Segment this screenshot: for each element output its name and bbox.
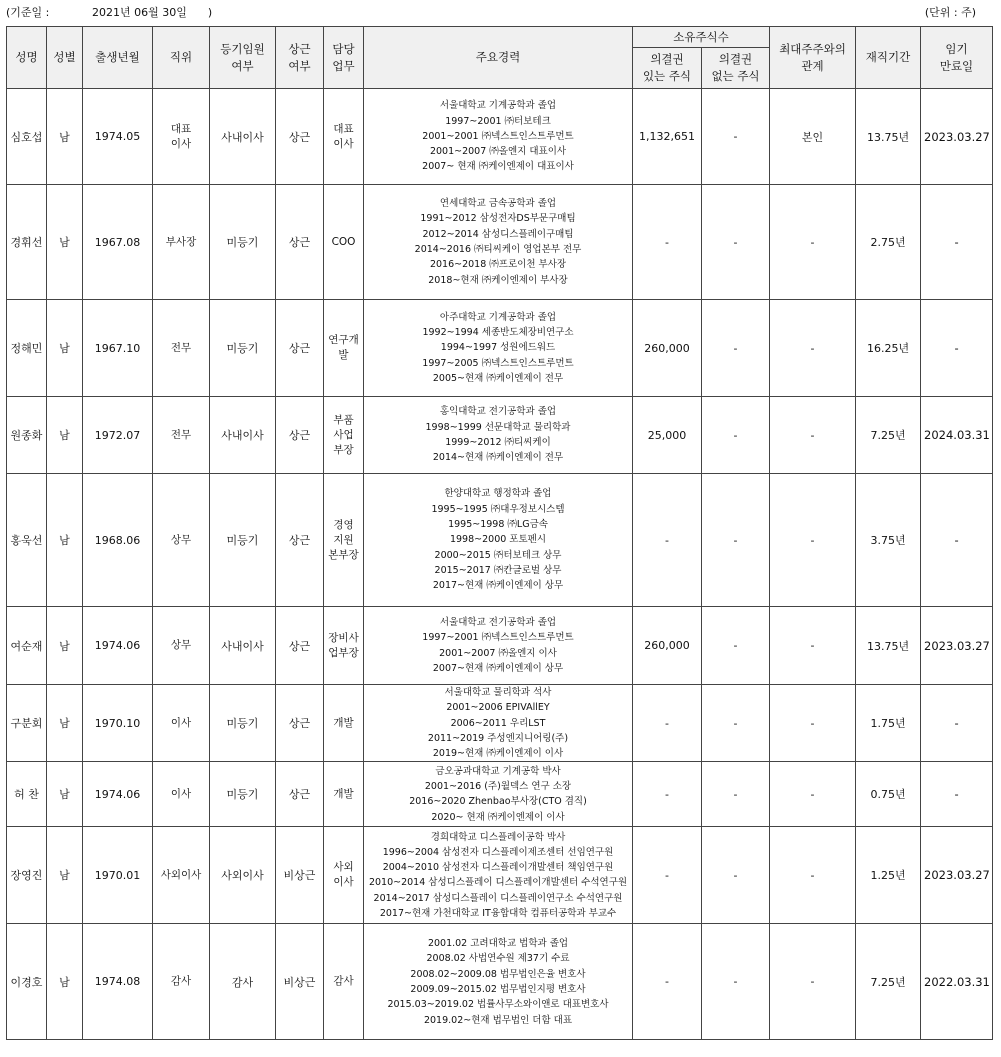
table-row — [7, 607, 993, 685]
career-line: 2001~2016 (주)월덱스 연구 소장 — [424, 781, 572, 793]
cell-registered: 사외이사 — [210, 827, 276, 924]
table-row — [7, 685, 993, 762]
cell-name: 이경호 — [7, 924, 47, 1040]
cell-birth: 1974.06 — [83, 762, 153, 827]
career-line: 2008.02~2009.08 법무법인은율 변호사 — [410, 968, 586, 980]
cell-birth: 1974.05 — [83, 89, 153, 185]
cell-gender: 남 — [47, 607, 83, 685]
career-line: 경희대학교 디스플레이공학 박사 — [430, 831, 566, 843]
career-line: 아주대학교 기계공학과 졸업 — [439, 311, 557, 323]
cell-birth: 1972.07 — [83, 397, 153, 474]
cell-nonvoting-shares: - — [702, 685, 770, 762]
basis-close: ) — [207, 6, 213, 19]
cell-gender: 남 — [47, 185, 83, 300]
cell-gender: 남 — [47, 762, 83, 827]
cell-gender: 남 — [47, 685, 83, 762]
cell-duty: 감사 — [324, 924, 364, 1040]
table-row — [7, 397, 993, 474]
cell-position: 전무 — [153, 300, 210, 397]
cell-term: - — [921, 300, 993, 397]
cell-position: 사외이사 — [153, 827, 210, 924]
cell-name: 홍욱선 — [7, 474, 47, 607]
career-line: 1995~1998 ㈜LG금속 — [448, 519, 548, 531]
col-shares-group: 소유주식수 — [633, 27, 770, 48]
cell-nonvoting-shares: - — [702, 762, 770, 827]
career-line: 2011~2019 주성엔지니어링(주) — [427, 732, 569, 744]
cell-duty: COO — [324, 185, 364, 300]
cell-duty: 사외 이사 — [324, 827, 364, 924]
career-line: 서울대학교 전기공학과 졸업 — [439, 616, 557, 628]
cell-name: 경휘선 — [7, 185, 47, 300]
basis-date: 2021년 06월 30일 — [92, 6, 187, 19]
cell-relation: - — [770, 474, 856, 607]
cell-relation: - — [770, 397, 856, 474]
col-position: 직위 — [153, 27, 210, 89]
career-line: 2005~현재 ㈜케이엔제이 전무 — [432, 372, 564, 384]
cell-position: 감사 — [153, 924, 210, 1040]
cell-duty: 개발 — [324, 685, 364, 762]
cell-position: 이사 — [153, 762, 210, 827]
cell-relation: - — [770, 924, 856, 1040]
career-line: 1997~2001 ㈜넥스트인스트루먼트 — [422, 632, 574, 644]
cell-fulltime: 상근 — [276, 762, 324, 827]
cell-voting-shares: - — [633, 474, 702, 607]
career-line: 2012~2014 삼성디스플레이구매팀 — [422, 228, 574, 240]
cell-gender: 남 — [47, 827, 83, 924]
career-line: 2001~2007 ㈜올엔지 대표이사 — [429, 146, 567, 158]
cell-name: 심호섭 — [7, 89, 47, 185]
table-row — [7, 185, 993, 300]
career-line: 2008.02 사법연수원 제37기 수료 — [426, 953, 570, 965]
table-row — [7, 827, 993, 924]
cell-nonvoting-shares: - — [702, 185, 770, 300]
cell-relation: - — [770, 607, 856, 685]
career-line: 2001~2006 EPIVAllEY — [446, 702, 550, 714]
career-line: 서울대학교 기계공학과 졸업 — [439, 100, 557, 112]
cell-position: 이사 — [153, 685, 210, 762]
cell-nonvoting-shares: - — [702, 397, 770, 474]
cell-fulltime: 상근 — [276, 300, 324, 397]
cell-birth: 1967.10 — [83, 300, 153, 397]
career-line: 2016~2020 Zhenbao부사장(CTO 겸직) — [409, 796, 587, 808]
cell-relation: - — [770, 685, 856, 762]
table-header — [7, 27, 993, 89]
col-registered: 등기임원 여부 — [210, 27, 276, 89]
career-line: 2004~2010 삼성전자 디스플레이개발센터 책임연구원 — [382, 862, 614, 874]
cell-voting-shares: - — [633, 762, 702, 827]
cell-relation: - — [770, 185, 856, 300]
career-line: 1997~2005 ㈜넥스트인스트루먼트 — [422, 357, 574, 369]
cell-name: 정해민 — [7, 300, 47, 397]
table-row — [7, 89, 993, 185]
career-line: 1997~2001 ㈜터보테크 — [445, 115, 551, 127]
executives-table — [6, 26, 993, 1040]
col-birth: 출생년월 — [83, 27, 153, 89]
cell-gender: 남 — [47, 924, 83, 1040]
cell-registered: 사내이사 — [210, 397, 276, 474]
cell-term: - — [921, 474, 993, 607]
career-line: 홍익대학교 전기공학과 졸업 — [439, 406, 557, 418]
cell-tenure: 13.75년 — [856, 89, 921, 185]
cell-fulltime: 상근 — [276, 397, 324, 474]
cell-registered: 감사 — [210, 924, 276, 1040]
cell-term: 2023.03.27 — [921, 607, 993, 685]
cell-career — [364, 89, 633, 185]
career-line: 1998~2000 포토펜시 — [449, 534, 547, 546]
cell-fulltime: 상근 — [276, 685, 324, 762]
cell-registered: 사내이사 — [210, 607, 276, 685]
cell-fulltime: 비상근 — [276, 827, 324, 924]
cell-voting-shares: 1,132,651 — [633, 89, 702, 185]
cell-nonvoting-shares: - — [702, 827, 770, 924]
cell-tenure: 16.25년 — [856, 300, 921, 397]
table-row — [7, 474, 993, 607]
career-line: 2017~현재 가천대학교 IT융합대학 컴퓨터공학과 부교수 — [379, 908, 617, 920]
cell-position: 부사장 — [153, 185, 210, 300]
report-header — [6, 4, 976, 20]
cell-position: 상무 — [153, 607, 210, 685]
cell-name: 구분회 — [7, 685, 47, 762]
cell-nonvoting-shares: - — [702, 89, 770, 185]
cell-tenure: 7.25년 — [856, 397, 921, 474]
career-line: 2014~2016 ㈜티씨케이 영업본부 전무 — [414, 244, 582, 255]
career-line: 2007~현재 ㈜케이엔제이 상무 — [432, 662, 564, 674]
cell-fulltime: 상근 — [276, 185, 324, 300]
cell-fulltime: 상근 — [276, 474, 324, 607]
cell-term: 2022.03.31 — [921, 924, 993, 1040]
cell-tenure: 13.75년 — [856, 607, 921, 685]
cell-nonvoting-shares: - — [702, 300, 770, 397]
cell-gender: 남 — [47, 89, 83, 185]
cell-name: 여순재 — [7, 607, 47, 685]
col-nonvoting: 의결권 없는 주식 — [702, 48, 770, 89]
col-name: 성명 — [7, 27, 47, 89]
cell-duty: 대표 이사 — [324, 89, 364, 185]
career-line: 2010~2014 삼성디스플레이 디스플레이개발센터 수석연구원 — [368, 877, 628, 889]
cell-career — [364, 397, 633, 474]
cell-voting-shares: - — [633, 685, 702, 762]
cell-registered: 미등기 — [210, 474, 276, 607]
cell-registered: 미등기 — [210, 300, 276, 397]
career-line: 2018~현재 ㈜케이엔제이 부사장 — [428, 274, 568, 286]
unit-label: (단위 : 주) — [924, 6, 976, 19]
cell-career — [364, 762, 633, 827]
cell-duty: 연구개 발 — [324, 300, 364, 397]
career-line: 2015.03~2019.02 법률사무소와이앤로 대표변호사 — [387, 999, 609, 1011]
career-line: 2006~2011 우리LST — [450, 717, 546, 729]
career-line: 한양대학교 행정학과 졸업 — [444, 488, 552, 500]
cell-position: 전무 — [153, 397, 210, 474]
career-line: 1992~1994 세종반도체장비연구소 — [422, 327, 574, 339]
cell-relation: - — [770, 827, 856, 924]
cell-tenure: 1.75년 — [856, 685, 921, 762]
cell-tenure: 7.25년 — [856, 924, 921, 1040]
table-row — [7, 762, 993, 827]
career-line: 2007~ 현재 ㈜케이엔제이 대표이사 — [422, 161, 574, 173]
cell-career — [364, 924, 633, 1040]
career-line: 1998~1999 선문대학교 물리학과 — [425, 421, 571, 433]
cell-gender: 남 — [47, 474, 83, 607]
cell-nonvoting-shares: - — [702, 607, 770, 685]
cell-career — [364, 300, 633, 397]
cell-nonvoting-shares: - — [702, 924, 770, 1040]
cell-voting-shares: - — [633, 924, 702, 1040]
cell-registered: 사내이사 — [210, 89, 276, 185]
cell-career — [364, 185, 633, 300]
cell-fulltime: 비상근 — [276, 924, 324, 1040]
cell-birth: 1970.10 — [83, 685, 153, 762]
cell-career — [364, 685, 633, 762]
career-line: 2014~현재 ㈜케이엔제이 전무 — [432, 452, 564, 464]
cell-registered: 미등기 — [210, 762, 276, 827]
cell-duty: 개발 — [324, 762, 364, 827]
cell-voting-shares: 25,000 — [633, 397, 702, 474]
career-line: 2009.09~2015.02 법무법인지평 변호사 — [410, 983, 586, 995]
career-line: 2019.02~현재 법무법인 더함 대표 — [423, 1014, 573, 1026]
cell-term: 2023.03.27 — [921, 827, 993, 924]
col-fulltime: 상근 여부 — [276, 27, 324, 89]
cell-tenure: 3.75년 — [856, 474, 921, 607]
table-body — [7, 89, 993, 1040]
cell-career — [364, 474, 633, 607]
career-line: 2016~2018 ㈜프로이천 부사장 — [429, 259, 567, 271]
cell-position: 상무 — [153, 474, 210, 607]
cell-birth: 1974.08 — [83, 924, 153, 1040]
cell-registered: 미등기 — [210, 685, 276, 762]
cell-term: 2024.03.31 — [921, 397, 993, 474]
col-gender: 성별 — [47, 27, 83, 89]
cell-tenure: 2.75년 — [856, 185, 921, 300]
career-line: 2001~2007 ㈜올엔지 이사 — [439, 647, 557, 659]
cell-career — [364, 607, 633, 685]
career-line: 2019~현재 ㈜케이엔제이 이사 — [432, 748, 564, 760]
cell-name: 장영진 — [7, 827, 47, 924]
cell-position: 대표 이사 — [153, 89, 210, 185]
cell-term: 2023.03.27 — [921, 89, 993, 185]
career-line: 1991~2012 삼성전자DS부문구매팀 — [420, 213, 576, 225]
cell-tenure: 1.25년 — [856, 827, 921, 924]
col-term: 임기 만료일 — [921, 27, 993, 89]
cell-voting-shares: 260,000 — [633, 300, 702, 397]
cell-voting-shares: - — [633, 185, 702, 300]
cell-gender: 남 — [47, 397, 83, 474]
cell-relation: - — [770, 762, 856, 827]
cell-voting-shares: - — [633, 827, 702, 924]
cell-duty: 장비사 업부장 — [324, 607, 364, 685]
col-tenure: 재직기간 — [856, 27, 921, 89]
col-career: 주요경력 — [364, 27, 633, 89]
career-line: 2014~2017 삼성디스플레이 디스플레이연구소 수석연구원 — [373, 892, 623, 904]
cell-duty: 경영 지원 본부장 — [324, 474, 364, 607]
cell-name: 허 찬 — [7, 762, 47, 827]
cell-birth: 1970.01 — [83, 827, 153, 924]
cell-voting-shares: 260,000 — [633, 607, 702, 685]
career-line: 2015~2017 ㈜칸글로벌 상무 — [434, 564, 562, 576]
cell-relation: - — [770, 300, 856, 397]
cell-term: - — [921, 685, 993, 762]
cell-birth: 1968.06 — [83, 474, 153, 607]
career-line: 서울대학교 물리학과 석사 — [444, 687, 552, 698]
cell-fulltime: 상근 — [276, 607, 324, 685]
cell-term: - — [921, 762, 993, 827]
career-line: 2000~2015 ㈜터보테크 상무 — [434, 549, 562, 561]
table-row — [7, 300, 993, 397]
career-line: 1994~1997 성원에드워드 — [440, 342, 556, 354]
career-line: 연세대학교 금속공학과 졸업 — [439, 198, 557, 210]
cell-fulltime: 상근 — [276, 89, 324, 185]
cell-registered: 미등기 — [210, 185, 276, 300]
col-voting: 의결권 있는 주식 — [633, 48, 702, 89]
cell-tenure: 0.75년 — [856, 762, 921, 827]
cell-duty: 부품 사업 부장 — [324, 397, 364, 474]
cell-nonvoting-shares: - — [702, 474, 770, 607]
basis-label: (기준일 : — [6, 6, 50, 19]
career-line: 2017~현재 ㈜케이엔제이 상무 — [432, 580, 564, 592]
basis-date-line — [6, 4, 212, 20]
career-line: 1996~2004 삼성전자 디스플레이제조센터 선임연구원 — [382, 846, 614, 858]
career-line: 1995~1995 ㈜대우정보시스템 — [431, 503, 565, 515]
col-duty: 담당 업무 — [324, 27, 364, 89]
career-line: 1999~2012 ㈜티씨케이 — [445, 437, 551, 448]
table-row — [7, 924, 993, 1040]
cell-birth: 1974.06 — [83, 607, 153, 685]
career-line: 2001.02 고려대학교 법학과 졸업 — [427, 938, 569, 950]
col-relation: 최대주주와의 관계 — [770, 27, 856, 89]
career-line: 금오공과대학교 기계공학 박사 — [435, 765, 561, 777]
cell-name: 원종화 — [7, 397, 47, 474]
cell-birth: 1967.08 — [83, 185, 153, 300]
cell-gender: 남 — [47, 300, 83, 397]
career-line: 2020~ 현재 ㈜케이엔제이 이사 — [431, 811, 565, 823]
cell-relation: 본인 — [770, 89, 856, 185]
cell-career — [364, 827, 633, 924]
cell-term: - — [921, 185, 993, 300]
career-line: 2001~2001 ㈜넥스트인스트루먼트 — [422, 130, 574, 142]
